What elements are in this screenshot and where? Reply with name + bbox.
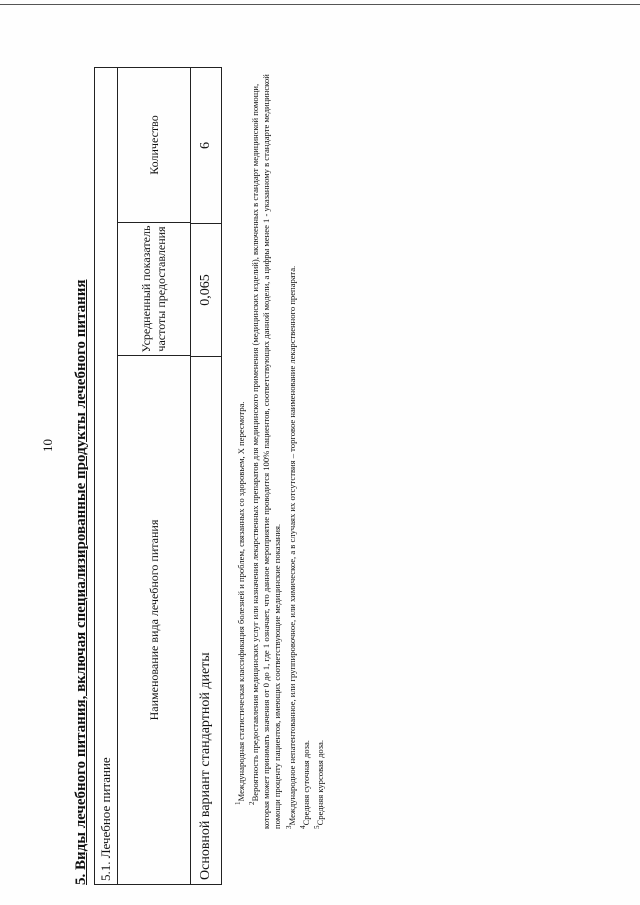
footnotes: [233, 69, 326, 829]
footnote-4: $^4$Средняя суточная доза.: [298, 740, 311, 829]
page-number: 10: [40, 439, 55, 452]
cell-frequency: 0,065: [191, 223, 221, 356]
cell-name: Основной вариант стандартной диеты: [191, 356, 221, 884]
header-frequency: Усредненный показатель частоты предоставления: [118, 222, 190, 355]
cell-quantity: 6: [198, 142, 213, 149]
footnote-2: $^2$Вероятность предоставления медицинских услуг или назначения лекарственных препаратов для медицинского применения (медицинских изделий), включенных в стандарт медицинской помощи, которая может принимать значения от 0 до 1, где 1 означает, что данное мероприятие проводится 100% пациентов, соответствующих данной модели, а цифры менее 1 - указанному в стандарте медицинской помощи проценту пациентов, имеющих соответствующие медицинские показания.: [248, 74, 283, 829]
footnote-3: $^3$Международное непатентованное, или группировочное, или химическое, а в случаях их отсутствия – торговое наименование лекарственного препарата.: [284, 265, 297, 829]
table-row: [190, 68, 221, 884]
header-name: Наименование вида лечебного питания: [118, 355, 190, 884]
header-quantity: Количество: [146, 115, 161, 175]
rotated-content: [70, 55, 370, 885]
table-header-row: [117, 68, 190, 884]
top-edge-line: [0, 4, 640, 5]
table-section-label: 5.1. Лечебное питание: [98, 757, 113, 881]
footnote-5: $^5$Средняя курсовая доза.: [312, 740, 325, 829]
table-section-row: [95, 68, 117, 884]
nutrition-table: [94, 67, 222, 885]
footnote-1: $^1$Международная статистическая классификация болезней и проблем, связанных со здоровьем, X пересмотра.: [234, 401, 246, 805]
section-title: 5. Виды лечебного питания, включая специализированные продукты лечебного питания: [73, 279, 89, 885]
